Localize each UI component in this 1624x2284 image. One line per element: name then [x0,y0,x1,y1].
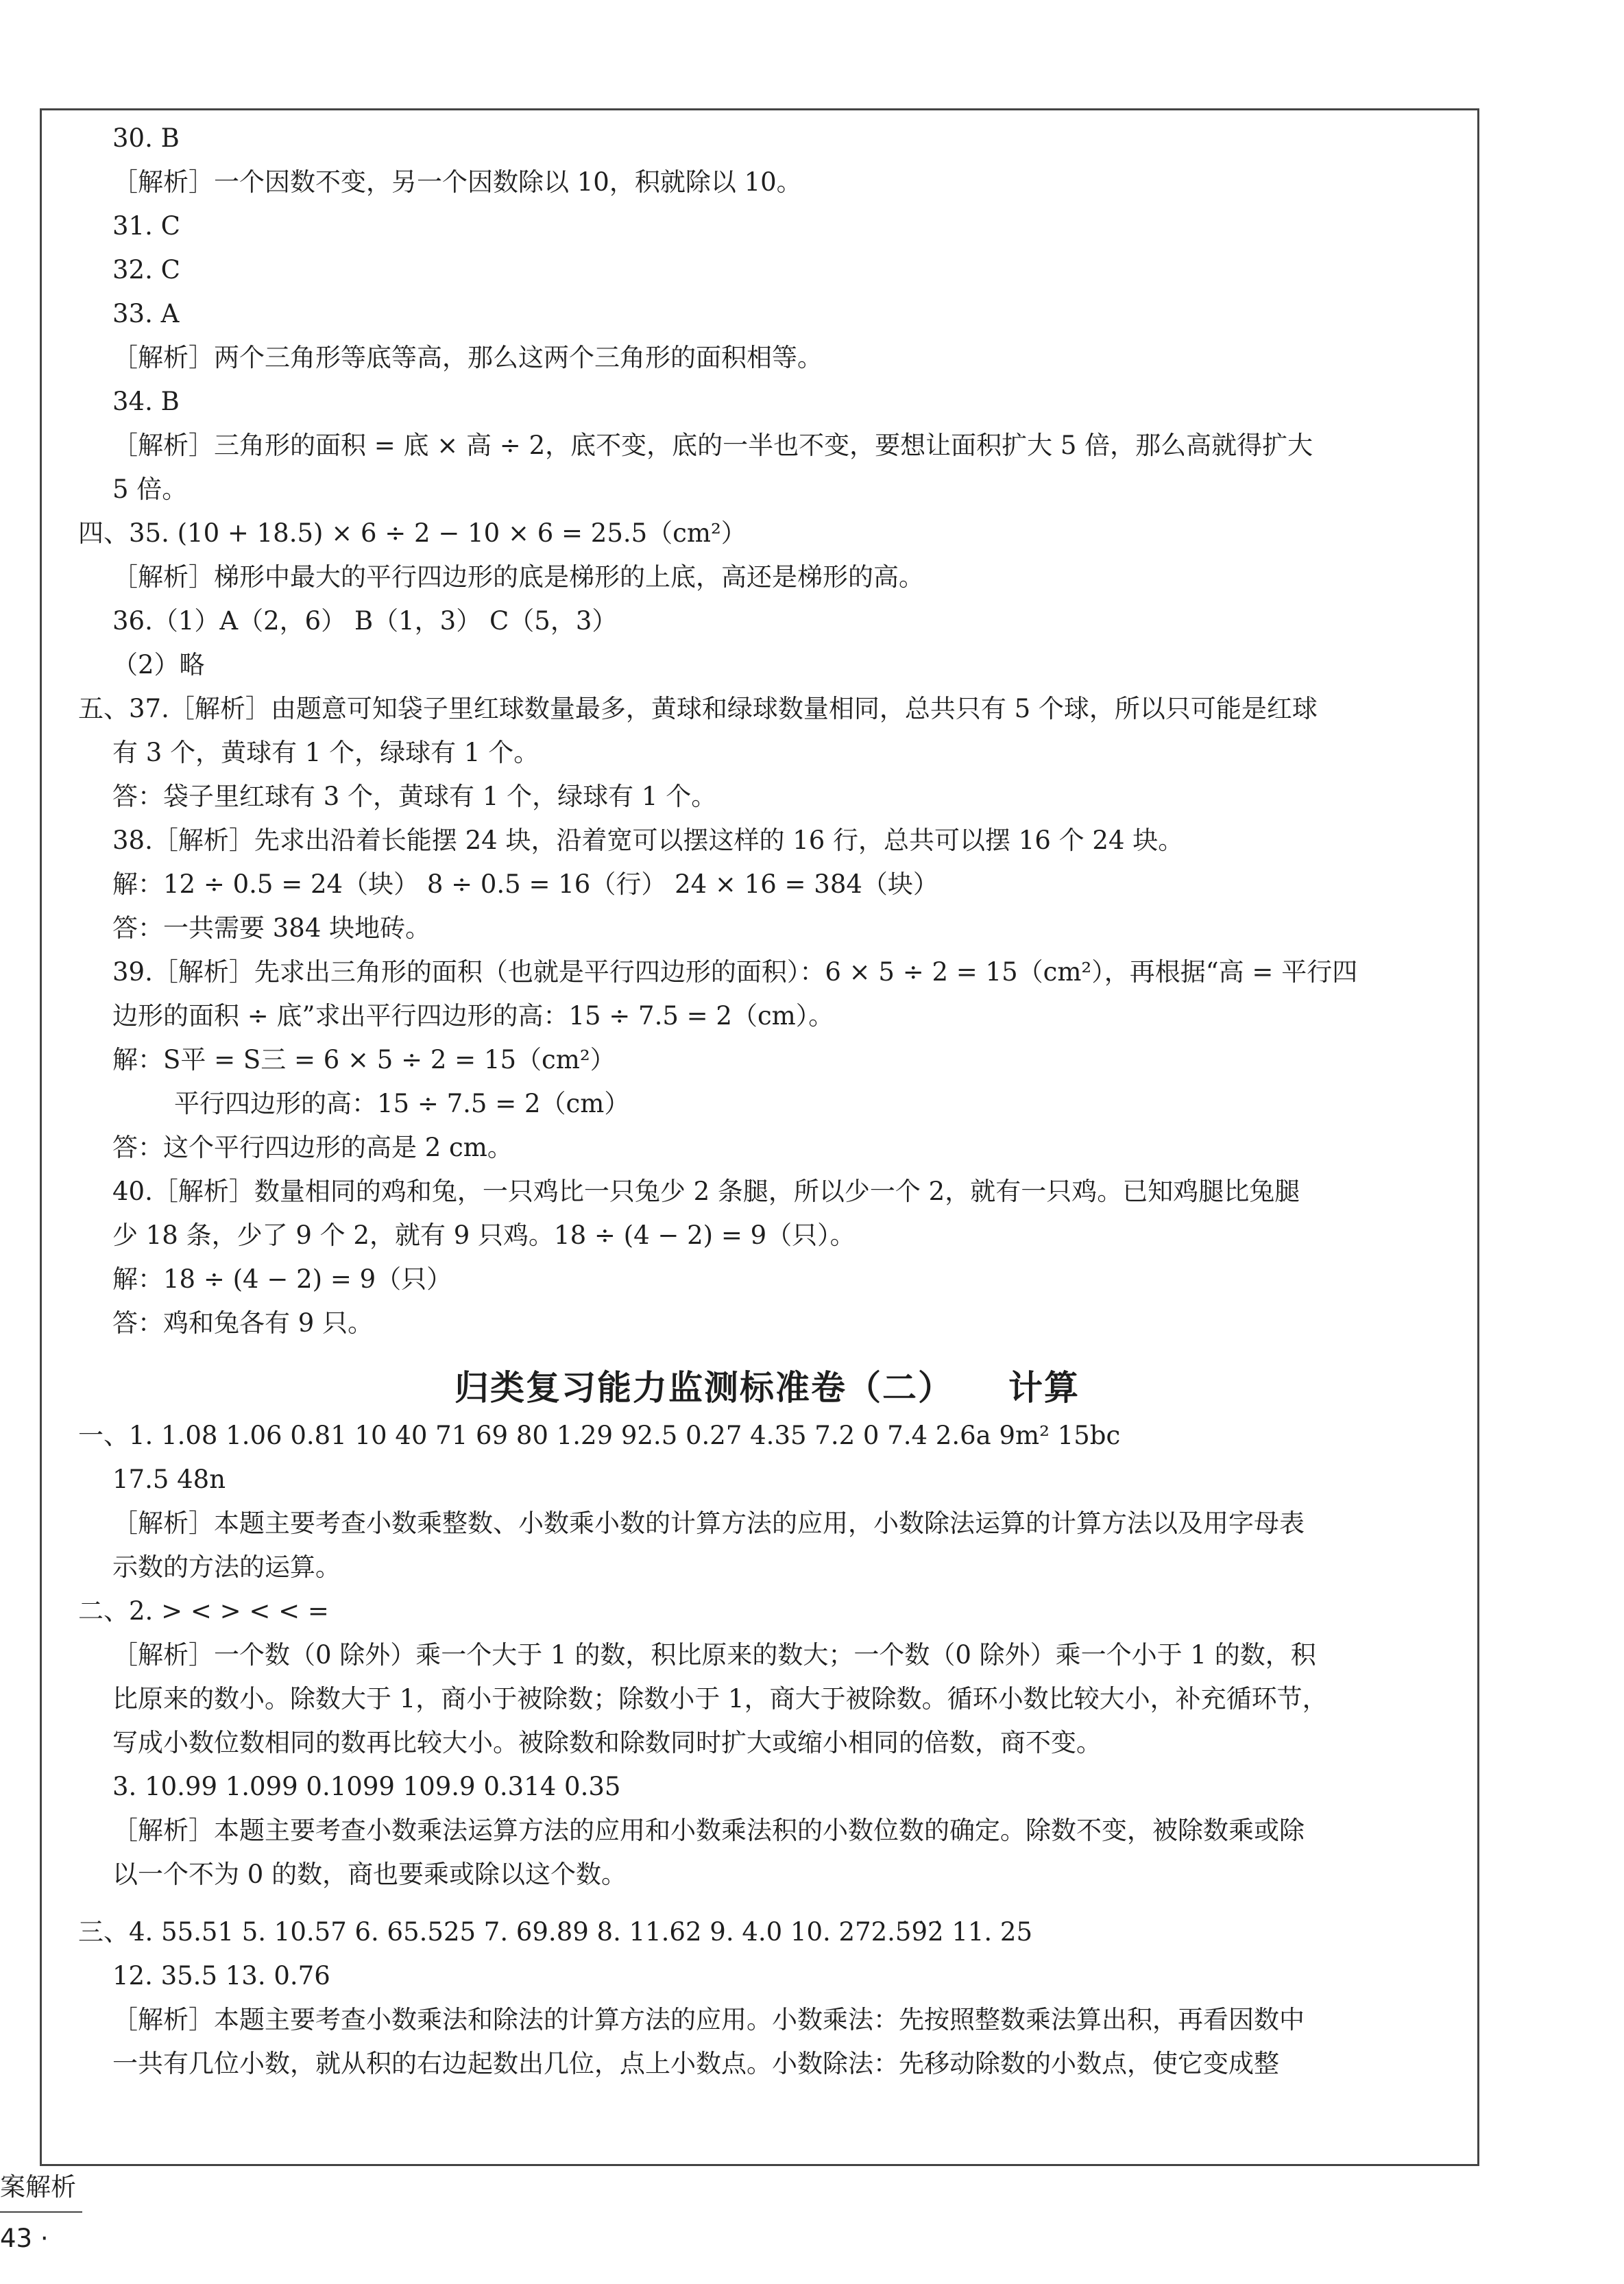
text-line: 17.5 48n [112,1465,226,1494]
text-line: 有 3 个，黄球有 1 个，绿球有 1 个。 [112,738,540,767]
page-number: 43 · [0,2224,49,2253]
text-line: 12. 35.5 13. 0.76 [112,1961,330,1991]
text-line: 四、35. (10 + 18.5) × 6 ÷ 2 − 10 × 6 = 25.5（cm²） [78,518,747,548]
text-line: 38.［解析］先求出沿着长能摆 24 块，沿着宽可以摆这样的 16 行，总共可以摆 16 个 24 块。 [112,826,1184,855]
text-line: 比原来的数小。除数大于 1，商小于被除数；除数小于 1，商大于被除数。循环小数比较大小，补充循环节， [112,1684,1328,1714]
text-line: 解：18 ÷ (4 − 2) = 9（只） [112,1264,452,1294]
answers-part-three [78,1919,1456,2094]
text-line: 36.（1）A（2，6） B（1，3） C（5，3） [112,606,618,636]
text-line: 一共有几位小数，就从积的右边起数出几位，点上小数点。小数除法：先移动除数的小数点，使它变成整 [112,2049,1279,2078]
text-line: 二、2. > < > < < = [78,1596,329,1626]
text-line: （2）略 [112,650,205,680]
text-line: 39.［解析］先求出三角形的面积（也就是平行四边形的面积）：6 × 5 ÷ 2 = 15（cm²），再根据“高 = 平行四 [112,957,1358,987]
text-line: 以一个不为 0 的数，商也要乘或除以这个数。 [112,1860,627,1889]
text-line: 写成小数位数相同的数再比较大小。被除数和除数同时扩大或缩小相同的倍数，商不变。 [112,1728,1102,1757]
text-line: 答：一共需要 384 块地砖。 [112,913,431,943]
text-line: 32. C [112,255,180,285]
text-line: 平行四边形的高：15 ÷ 7.5 = 2（cm） [174,1089,630,1118]
footer-label: 案解析 [0,2172,76,2202]
section-subtitle: 计算 [1008,1368,1080,1408]
text-line: 答：袋子里红球有 3 个，黄球有 1 个，绿球有 1 个。 [112,782,717,811]
text-line: ［解析］本题主要考查小数乘法运算方法的应用和小数乘法积的小数位数的确定。除数不变，被除数乘或除 [112,1816,1305,1845]
footer-rule [0,2211,82,2213]
text-line: 31. C [112,211,180,241]
answer-content [78,125,1456,2094]
page-frame-bottom [40,2164,1479,2166]
text-line: 少 18 条，少了 9 个 2，就有 9 只鸡。18 ÷ (4 − 2) = 9（只）。 [112,1221,856,1250]
text-line: 40.［解析］数量相同的鸡和兔，一只鸡比一只兔少 2 条腿，所以少一个 2，就有一只鸡。已知鸡腿比兔腿 [112,1177,1300,1206]
text-line: ［解析］一个因数不变，另一个因数除以 10，积就除以 10。 [112,167,802,197]
text-line: ［解析］一个数（0 除外）乘一个大于 1 的数，积比原来的数大；一个数（0 除外）乘一个小于 1 的数，积 [112,1640,1316,1670]
text-line: 解：S平 = S三 = 6 × 5 ÷ 2 = 15（cm²） [112,1045,616,1074]
section-heading [78,1354,1456,1422]
text-line: 34. B [112,387,180,416]
section-title: 归类复习能力监测标准卷（二） [455,1368,954,1408]
text-line: 5 倍。 [112,474,188,504]
text-line: ［解析］两个三角形等底等高，那么这两个三角形的面积相等。 [112,343,823,372]
text-line: 三、4. 55.51 5. 10.57 6. 65.525 7. 69.89 8. 11.62 9. 4.0 10. 272.5̇9̇2̇ 11. 25 [78,1917,1032,1947]
text-line: 33. A [112,299,180,328]
text-line: 3. 10.99 1.099 0.1099 109.9 0.314 0.35 [112,1772,621,1801]
text-line: 五、37.［解析］由题意可知袋子里红球数量最多，黄球和绿球数量相同，总共只有 5 个球，所以只可能是红球 [78,694,1318,723]
text-line: 解：12 ÷ 0.5 = 24（块） 8 ÷ 0.5 = 16（行） 24 × 16 = 384（块） [112,869,938,899]
text-line: 答：鸡和兔各有 9 只。 [112,1308,374,1338]
text-line: ［解析］本题主要考查小数乘整数、小数乘小数的计算方法的应用，小数除法运算的计算方法以及用字母表 [112,1508,1305,1538]
text-line: 答：这个平行四边形的高是 2 cm。 [112,1133,513,1162]
text-line: 一、1. 1.08 1.06 0.81 10 40 71 69 80 1.29 92.5 0.27 4.35 7.2 0 7.4 2.6a 9m² 15bc [78,1421,1121,1450]
text-line: 边形的面积 ÷ 底”求出平行四边形的高：15 ÷ 7.5 = 2（cm）。 [112,1001,834,1031]
text-line: ［解析］本题主要考查小数乘法和除法的计算方法的应用。小数乘法：先按照整数乘法算出积，再看因数中 [112,2005,1305,2034]
text-line: ［解析］三角形的面积 = 底 × 高 ÷ 2，底不变，底的一半也不变，要想让面积扩大 5 倍，那么高就得扩大 [112,431,1313,460]
answers-part-two [78,1422,1456,1905]
spacer [78,1905,1456,1919]
text-line: ［解析］梯形中最大的平行四边形的底是梯形的上底，高还是梯形的高。 [112,562,924,592]
text-line: 30. B [112,123,180,153]
text-line: 示数的方法的运算。 [112,1552,341,1582]
answers-part-one [78,125,1456,1354]
